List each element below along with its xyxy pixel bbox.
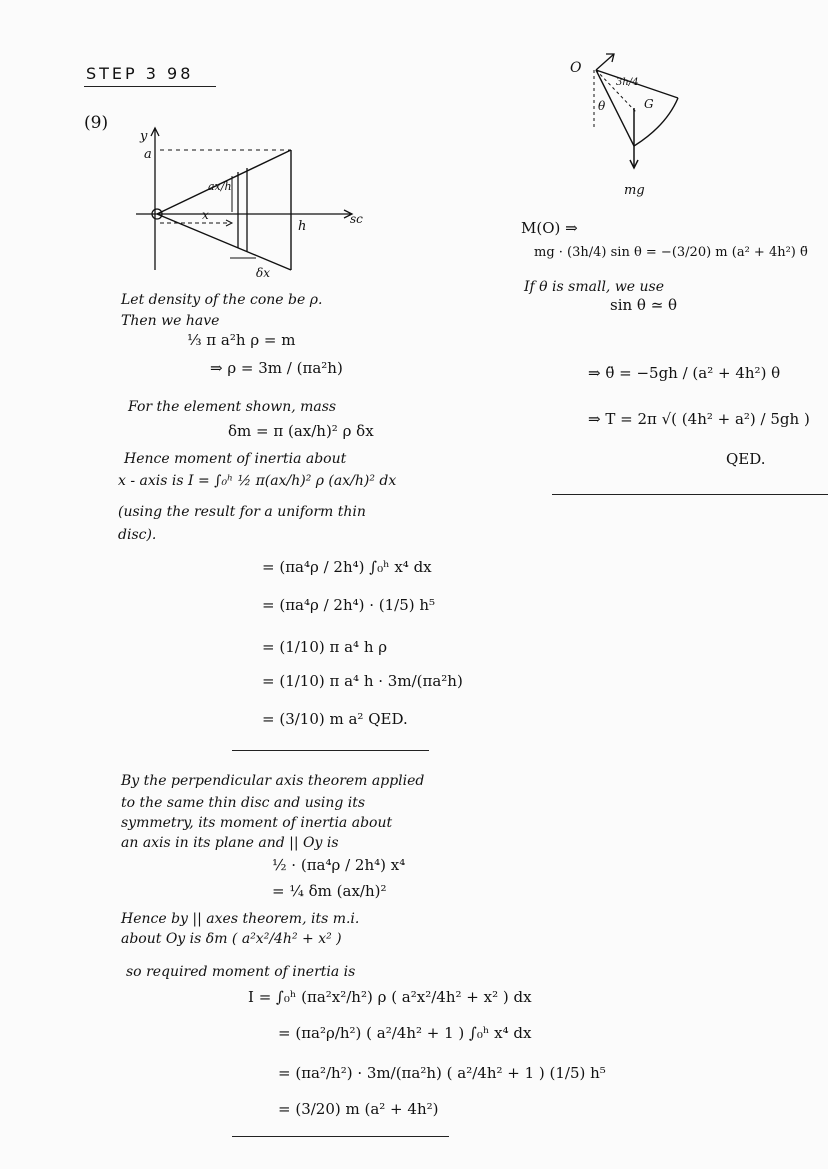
svg-text:x: x — [202, 208, 209, 222]
svg-text:sc: sc — [350, 212, 363, 226]
left-line-8: x - axis is I = ∫₀ʰ ½ π(ax/h)² ρ (ax/h)² dx — [118, 473, 397, 489]
divider-left-1 — [232, 750, 429, 751]
svg-text:ax/h: ax/h — [208, 180, 232, 193]
svg-text:θ: θ — [598, 99, 606, 113]
pendulum-diagram — [578, 48, 688, 178]
bottom-line-12: = (πa²/h²) · 3m/(πa²h) ( a²/4h² + 1 ) (1/5) h⁵ — [278, 1064, 606, 1082]
bottom-line-4: an axis in its plane and || Oy is — [121, 835, 339, 851]
cone-a-label — [144, 147, 154, 162]
bottom-line-1: By the perpendicular axis theorem applied — [121, 773, 425, 789]
bottom-line-7: Hence by || axes theorem, its m.i. — [121, 911, 360, 927]
svg-text:O: O — [570, 60, 582, 76]
pendulum-mg-label — [624, 182, 648, 196]
svg-text:mg: mg — [624, 183, 645, 198]
left-line-3: ⅓ π a²h ρ = m — [187, 331, 296, 349]
svg-text:y: y — [140, 129, 148, 144]
bottom-line-2: to the same thin disc and using its — [121, 795, 366, 811]
left-line-12: = (πa⁴ρ / 2h⁴) · (1/5) h⁵ — [262, 596, 436, 614]
svg-text:a: a — [144, 147, 152, 162]
cone-x-label — [202, 209, 214, 221]
right-line-5: ⇒ θ̈ = −5gh / (a² + 4h²) θ — [588, 364, 781, 382]
page-header: STEP 3 98 — [86, 64, 194, 83]
svg-text:δx: δx — [256, 266, 270, 280]
svg-text:3h/4: 3h/4 — [616, 77, 639, 88]
pendulum-g-label — [644, 96, 656, 110]
header-underline — [84, 86, 216, 87]
left-line-5: For the element shown, mass — [128, 399, 337, 415]
question-number: (9) — [84, 113, 109, 133]
cone-diagram — [130, 128, 370, 268]
left-line-6: δm = π (ax/h)² ρ δx — [228, 422, 374, 440]
left-line-11: = (πa⁴ρ / 2h⁴) ∫₀ʰ x⁴ dx — [262, 558, 432, 576]
left-line-9: (using the result for a uniform thin — [118, 504, 366, 520]
bottom-line-6: = ¼ δm (ax/h)² — [272, 882, 387, 900]
left-line-15: = (3/10) m a² QED. — [262, 710, 408, 728]
bottom-line-9: so required moment of inertia is — [126, 964, 356, 980]
pendulum-theta-label — [598, 98, 610, 112]
bottom-line-8: about Oy is δm ( a²x²/4h² + x² ) — [121, 931, 342, 947]
right-line-4: sin θ ≃ θ — [610, 296, 678, 314]
right-line-3: If θ is small, we use — [524, 279, 665, 295]
divider-right — [552, 494, 828, 495]
cone-y-label — [140, 129, 150, 144]
bottom-line-3: symmetry, its moment of inertia about — [121, 815, 393, 831]
cone-h-label — [298, 218, 310, 232]
pendulum-3h4-label — [616, 74, 644, 88]
right-line-6: ⇒ T = 2π √( (4h² + a²) / 5gh ) — [588, 410, 810, 428]
left-line-1: Let density of the cone be ρ. — [121, 292, 323, 308]
left-line-7: Hence moment of inertia about — [124, 451, 347, 467]
right-line-1: M(O) ⇒ — [521, 219, 578, 237]
divider-left-2 — [232, 1136, 449, 1137]
bottom-line-13: = (3/20) m (a² + 4h²) — [278, 1100, 439, 1118]
bottom-line-5: ½ · (πa⁴ρ / 2h⁴) x⁴ — [272, 856, 406, 874]
svg-text:G: G — [644, 97, 654, 111]
left-line-14: = (1/10) π a⁴ h · 3m/(πa²h) — [262, 672, 463, 690]
cone-dx-label — [256, 266, 278, 280]
cone-ax-h-label — [208, 180, 238, 200]
bottom-line-11: = (πa²ρ/h²) ( a²/4h² + 1 ) ∫₀ʰ x⁴ dx — [278, 1024, 532, 1042]
bottom-line-10: I = ∫₀ʰ (πa²x²/h²) ρ ( a²x²/4h² + x² ) dx — [248, 988, 532, 1006]
svg-text:h: h — [298, 219, 307, 234]
left-line-2: Then we have — [121, 313, 220, 329]
cone-x-axis-label — [350, 212, 366, 226]
right-line-7: QED. — [726, 450, 766, 468]
left-line-10: disc). — [118, 527, 157, 543]
right-line-2: mg · (3h/4) sin θ = −(3/20) m (a² + 4h²) θ̈ — [534, 245, 808, 260]
pendulum-o-label — [570, 60, 582, 74]
left-line-13: = (1/10) π a⁴ h ρ — [262, 638, 388, 656]
left-line-4: ⇒ ρ = 3m / (πa²h) — [210, 359, 343, 377]
